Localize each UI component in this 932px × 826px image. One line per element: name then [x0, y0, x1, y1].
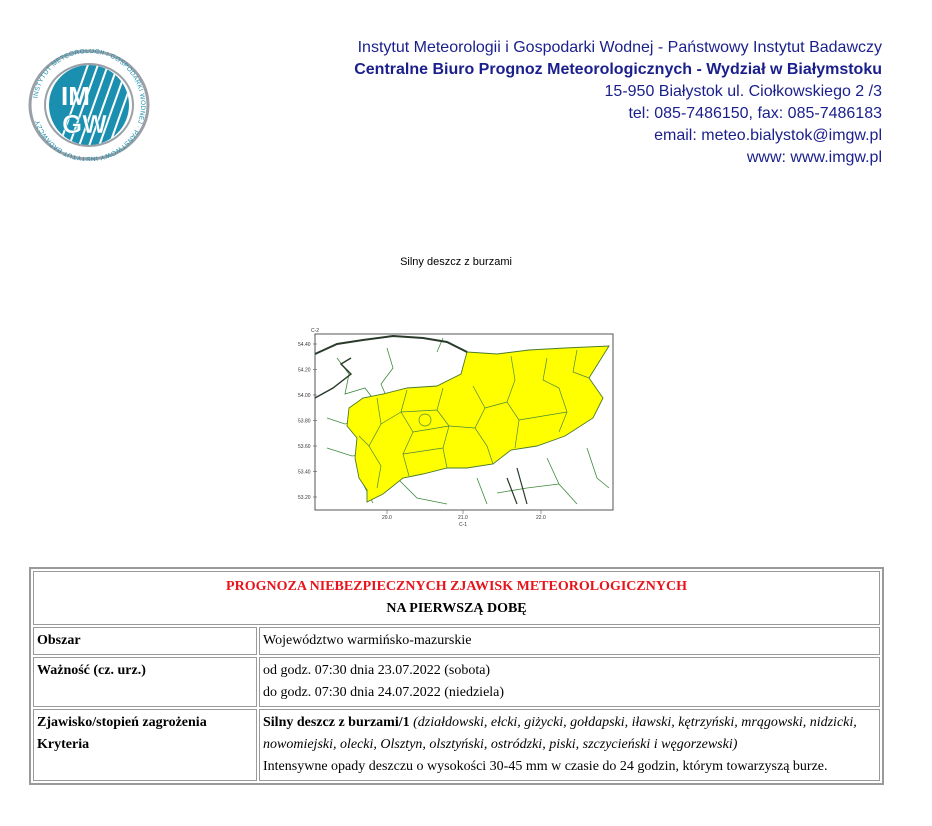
validity-to: do godz. 07:30 dnia 24.07.2022 (niedziela) — [263, 685, 505, 700]
warning-table — [29, 567, 884, 785]
phenomenon-label: Zjawisko/stopień zagrożenia — [37, 715, 207, 730]
map-x-tick-label: 20.0 — [382, 515, 392, 521]
map-y-tick-label: 54.20 — [298, 367, 311, 374]
criteria-label: Kryteria — [37, 737, 90, 752]
area-value: Województwo warmińsko-mazurskie — [259, 627, 880, 655]
header-email: email: meteo.bialystok@imgw.pl — [654, 127, 882, 144]
map-corner-top: C-2 — [311, 328, 320, 334]
map-caption: Silny deszcz z burzami — [400, 256, 512, 268]
header-bureau-name: Centralne Biuro Prognoz Meteorologicznych - Wydział w Białymstoku — [354, 61, 882, 78]
table-title-sub: NA PIERWSZĄ DOBĘ — [386, 601, 527, 616]
phenomenon-counties: (działdowski, ełcki, giżycki, gołdapski, iławski, kętrzyński, mrągowski, nidzicki, nowomiejski, olecki, Olsztyn, olsztyński, ostródzki, piski, szczycieński i węgorzewski) — [263, 715, 857, 752]
validity-from: od godz. 07:30 dnia 23.07.2022 (sobota) — [263, 663, 491, 678]
map-y-tick-label: 54.00 — [298, 393, 311, 399]
validity-label: Ważność (cz. urz.) — [33, 657, 257, 707]
header-website: www: www.imgw.pl — [746, 149, 882, 166]
map-y-tick-label: 54.40 — [298, 342, 311, 348]
map-x-tick-label: 21.0 — [458, 515, 468, 521]
phenomenon-name: Silny deszcz z burzami/1 — [263, 715, 410, 730]
warning-table-wrap — [29, 567, 884, 785]
table-title-cell — [33, 571, 880, 625]
logo-ring-text: INSTYTUT METEOROLOGII I GOSPODARKI WODNEJ · PAŃSTWOWY INSTYTUT BADAWCZY — [32, 49, 147, 161]
map-x-tick-label: 22.0 — [536, 515, 546, 521]
table-title-main: PROGNOZA NIEBEZPIECZNYCH ZJAWISK METEOROLOGICZNYCH — [226, 579, 687, 594]
map-y-tick-label: 53.20 — [298, 495, 311, 501]
header-phone-fax: tel: 085-7486150, fax: 085-7486183 — [628, 105, 882, 122]
map-y-axis — [298, 342, 317, 501]
header-address: 15-950 Białystok ul. Ciołkowskiego 2 /3 — [604, 83, 882, 100]
map-y-tick-label: 53.60 — [298, 444, 311, 450]
logo-text-bottom: GW — [62, 109, 107, 139]
institute-header — [354, 37, 882, 169]
map-y-tick-label: 53.40 — [298, 469, 311, 476]
imgw-logo-graphic — [28, 49, 150, 161]
warning-map-graphic — [297, 328, 617, 528]
validity-value — [259, 657, 880, 707]
map-x-axis — [382, 510, 546, 521]
criteria-text: Intensywne opady deszczu o wysokości 30-45 mm w czasie do 24 godzin, którym towarzyszą burze. — [263, 759, 828, 774]
map-corner-bottom: C-1 — [459, 522, 468, 528]
header-institute-name: Instytut Meteorologii i Gospodarki Wodnej - Państwowy Instytut Badawczy — [357, 39, 882, 56]
map-y-tick-label: 53.80 — [298, 418, 311, 425]
phenomenon-label-cell — [33, 709, 257, 781]
warning-map — [297, 328, 617, 528]
area-label: Obszar — [33, 627, 257, 655]
phenomenon-value — [259, 709, 880, 781]
imgw-logo — [28, 49, 150, 161]
logo-text-top: IM — [61, 81, 90, 111]
